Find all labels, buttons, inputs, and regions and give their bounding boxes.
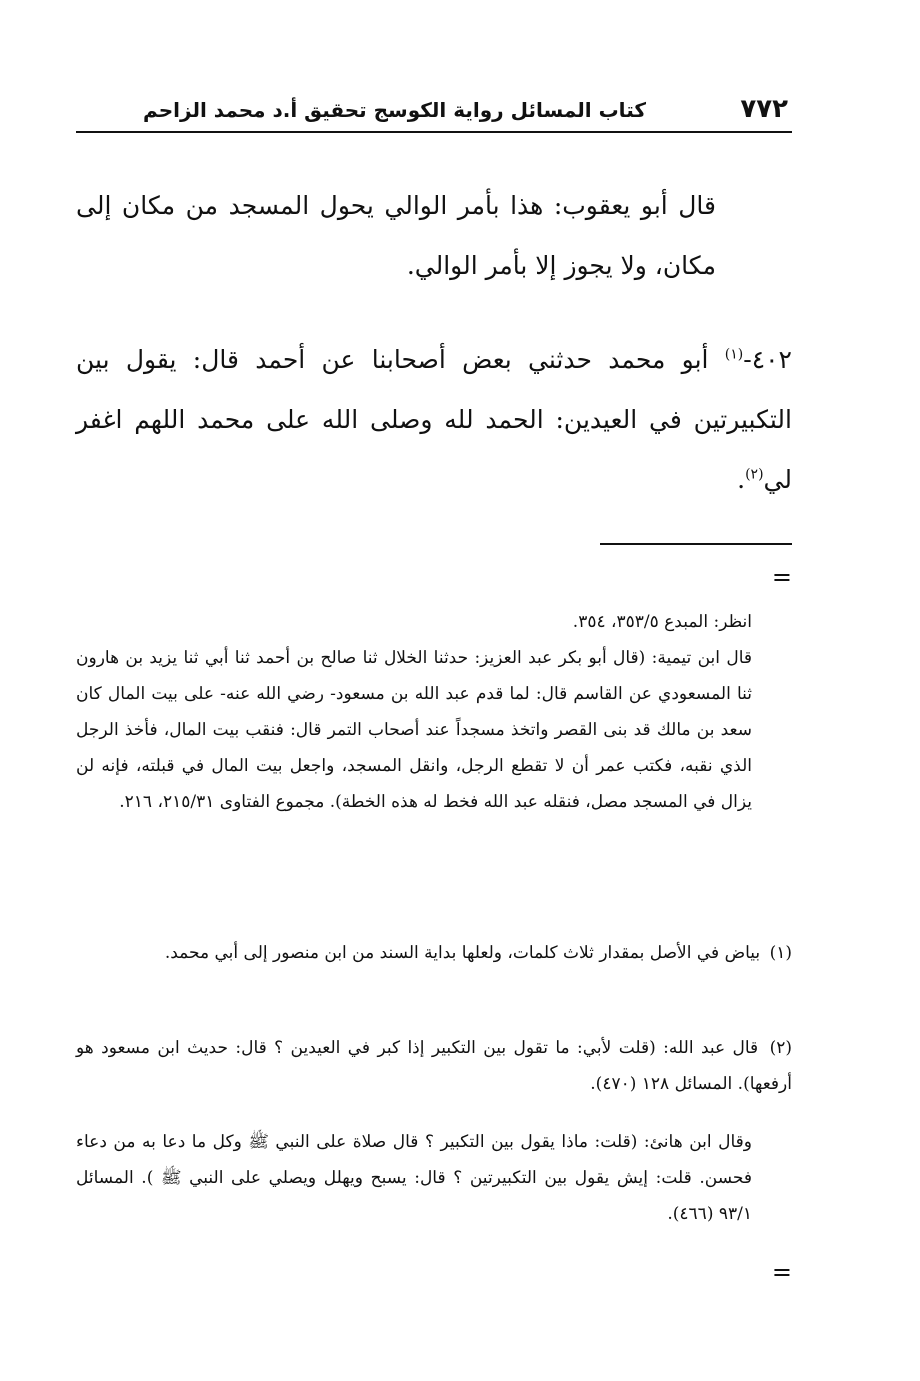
footnote-quote: قال ابن تيمية: (قال أبو بكر عبد العزيز: حدثنا الخلال ثنا صالح بن أحمد ثنا أبي ثنا يزيد بن هارون ثنا المسعودي عن القاسم قال: لما قدم عبد الله بن مسعود- رضي الله عنه- على بيت المال كان سعد بن مالك قد بنى القصر واتخذ مسجداً عند أصحاب التمر قال: فنقب بيت المال، فأخذ الرجل الذي نقبه، فكتب عمر أن لا تقطع الرجل، وانقل المسجد، واجعل بيت المال في قبلته، فإنه لن يزال في المسجد مصل، فنقله عبد الله فخط له هذه الخطة). مجموع الفتاوى ٢١٥/٣١، ٢١٦. [76,648,752,812]
footnote-2 [76,1030,792,1102]
footnote-ref-2: (٢) [745,466,764,483]
continuation-mark-bottom: = [771,1258,792,1286]
entry-end: . [737,465,746,494]
footnote-2-continuation [76,1124,792,1232]
footnote-1-text: بياض في الأصل بمقدار ثلاث كلمات، ولعلها بداية السند من ابن منصور إلى أبي محمد. [164,943,761,963]
entry-text: أبو محمد حدثني بعض أصحابنا عن أحمد قال: يقول بين التكبيرتين في العيدين: الحمد لله وصلى الله على محمد اللهم اغفر لي [76,345,792,494]
page-header [76,92,792,132]
header-rule [76,131,792,133]
footnote-ref-1: (١) [724,346,744,363]
footnote-continuation [76,604,792,820]
footnote-2-text: قال عبد الله: (قلت لأبي: ما تقول بين التكبير إذا كبر في العيدين ؟ قال: حديث ابن مسعود هو أرفعها). المسائل ١٢٨ (٤٧٠). [76,1038,792,1094]
entry-dash: - [743,345,752,374]
footnote-2-cont-text: وقال ابن هانئ: (قلت: ماذا يقول بين التكبير ؟ قال صلاة على النبي ﷺ وكل ما دعا به من دعاء فحسن. قلت: إيش يقول بين التكبيرتين ؟ قال: يسبح ويهلل ويصلي على النبي ﷺ ). المسائل ٩٣/١ (٤٦٦). [76,1132,752,1224]
running-title: كتاب المسائل رواية الكوسج تحقيق أ.د محمد الزاحم [143,98,646,122]
footnote-source: انظر: المبدع ٣٥٣/٥، ٣٥٤. [572,612,752,632]
footnote-separator [600,543,792,545]
main-paragraph-2 [76,330,792,510]
main-paragraph-1: قال أبو يعقوب: هذا بأمر الوالي يحول المسجد من مكان إلى مكان، ولا يجوز إلا بأمر الوالي. [76,191,716,280]
footnote-2-number: (٢) [769,1038,792,1058]
continuation-mark-top: = [771,563,792,591]
footnote-1 [76,935,792,971]
entry-number: ٤٠٢ [751,345,792,374]
page-number: ٧٧٢ [740,94,788,124]
footnote-1-number: (١) [769,943,792,963]
